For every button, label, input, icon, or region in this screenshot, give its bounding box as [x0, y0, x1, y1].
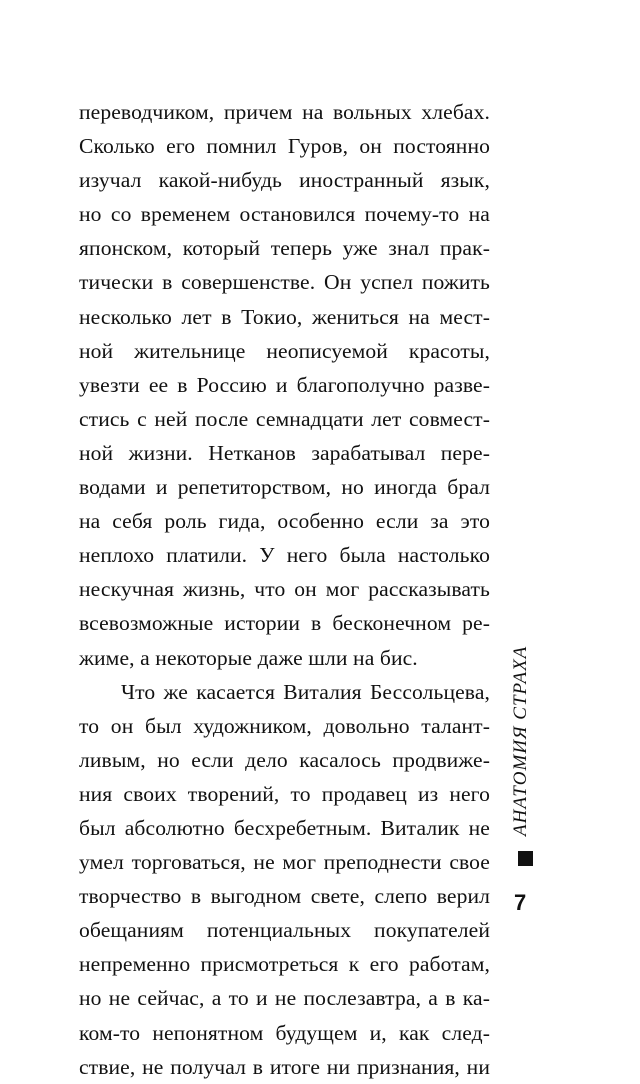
- text-line: умел торговаться, не мог преподнести свое: [79, 850, 490, 875]
- text-line: переводчиком, причем на вольных хлебах.: [79, 100, 490, 124]
- text-line: тически в совершенстве. Он успел пожить: [79, 270, 490, 295]
- text-line: ствие, не получал в итоге ни признания, ни: [79, 1054, 490, 1079]
- text-line: обещаниям потенциальных покупателей: [79, 918, 490, 943]
- text-line: ливым, но если дело касалось продвиже-: [79, 747, 490, 772]
- text-line: стись с ней после семнадцати лет совмест-: [79, 406, 490, 431]
- text-line: всевозможные истории в бесконечном ре-: [79, 611, 490, 636]
- text-line: неплохо платили. У него была настолько: [79, 543, 490, 568]
- page-number: 7: [514, 890, 527, 915]
- text-line: ной жительнице неописуемой красоты,: [79, 338, 490, 363]
- text-line: ния своих творений, то продавец из него: [79, 781, 490, 806]
- paragraph-first-line: Что же касается Виталия Бессольцева,: [121, 679, 490, 704]
- text-line: несколько лет в Токио, жениться на мест-: [79, 304, 490, 329]
- black-square-icon: [518, 851, 533, 866]
- text-line: Сколько его помнил Гуров, он постоянно: [79, 134, 490, 159]
- text-line: ком-то непонятном будущем и, как след-: [79, 1020, 490, 1045]
- text-line: водами и репетиторством, но иногда брал: [79, 475, 490, 500]
- text-line: то он был художником, довольно талант-: [79, 713, 490, 738]
- text-line: японском, который теперь уже знал прак-: [79, 236, 490, 261]
- text-line: ной жизни. Нетканов зарабатывал пере-: [79, 440, 490, 465]
- page-body-text: [79, 95, 490, 1084]
- paragraph-last-line: жиме, а некоторые даже шли на бис.: [79, 645, 418, 670]
- text-line: но со временем остановился почему-то на: [79, 202, 490, 227]
- text-line: творчество в выгодном свете, слепо верил: [79, 884, 490, 909]
- text-line: увезти ее в Россию и благополучно разве-: [79, 372, 490, 397]
- running-title: АНАТОМИЯ СТРАХА: [510, 645, 531, 836]
- text-line: был абсолютно бесхребетным. Виталик не: [79, 815, 490, 840]
- text-line: изучал какой-нибудь иностранный язык,: [79, 168, 490, 193]
- text-line: но не сейчас, а то и не послезавтра, а в ка-: [79, 986, 490, 1011]
- text-line: нескучная жизнь, что он мог рассказывать: [79, 577, 490, 602]
- text-line: на себя роль гида, особенно если за это: [79, 509, 490, 534]
- text-line: непременно присмотреться к его работам,: [79, 952, 490, 977]
